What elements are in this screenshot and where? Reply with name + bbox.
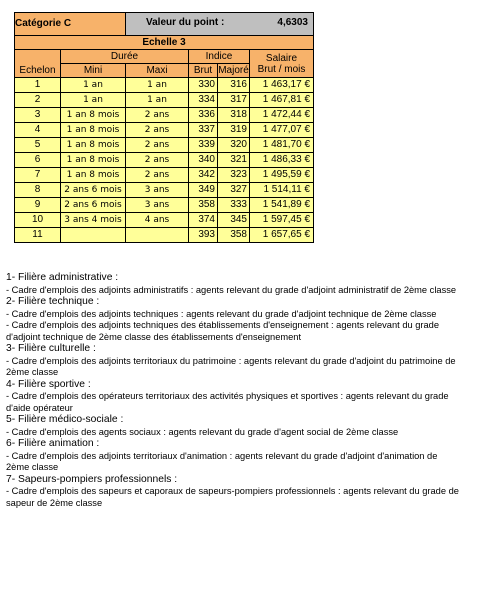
cell-duree-mini <box>61 228 126 243</box>
note-line: - Cadre d'emplois des opérateurs territoriaux des activités physiques et sportives : agents relevant du grade <box>6 391 449 401</box>
cell-echelon: 4 <box>15 123 61 138</box>
title-row <box>15 13 314 36</box>
category-title: Catégorie C <box>15 13 126 36</box>
cell-duree-mini: 1 an 8 mois <box>61 123 126 138</box>
cell-duree-mini: 1 an <box>61 78 126 93</box>
cell-duree-mini: 2 ans 6 mois <box>61 198 126 213</box>
cell-duree-maxi: 1 an <box>126 93 189 108</box>
cell-indice-brut: 358 <box>189 198 218 213</box>
cell-duree-mini: 1 an 8 mois <box>61 108 126 123</box>
cell-echelon: 3 <box>15 108 61 123</box>
scale-row <box>15 36 314 50</box>
cell-duree-maxi: 2 ans <box>126 108 189 123</box>
cell-duree-mini: 1 an 8 mois <box>61 138 126 153</box>
cell-echelon: 9 <box>15 198 61 213</box>
cell-duree-mini: 1 an <box>61 93 126 108</box>
note-line: 2ème classe <box>6 367 59 377</box>
cell-salaire: 1 463,17 € <box>250 78 314 93</box>
note-heading: 4- Filière sportive : <box>6 378 91 390</box>
cell-duree-maxi <box>126 228 189 243</box>
cell-indice-majore: 345 <box>218 213 250 228</box>
cell-duree-maxi: 1 an <box>126 78 189 93</box>
cell-echelon: 7 <box>15 168 61 183</box>
cell-salaire: 1 541,89 € <box>250 198 314 213</box>
cell-echelon: 6 <box>15 153 61 168</box>
table-row <box>15 198 314 213</box>
header-salaire-line2: Brut / mois <box>257 63 306 75</box>
table-row <box>15 153 314 168</box>
cell-duree-maxi: 3 ans <box>126 198 189 213</box>
cell-salaire: 1 481,70 € <box>250 138 314 153</box>
note-line: d'aide opérateur <box>6 402 73 413</box>
cell-salaire: 1 657,65 € <box>250 228 314 243</box>
cell-indice-majore: 320 <box>218 138 250 153</box>
table-row <box>15 93 314 108</box>
table-row <box>15 213 314 228</box>
note-heading: 7- Sapeurs-pompiers professionnels : <box>6 473 178 485</box>
cell-duree-mini: 1 an 8 mois <box>61 168 126 183</box>
cell-indice-majore: 316 <box>218 78 250 93</box>
salary-grid-table <box>14 12 314 243</box>
cell-indice-majore: 323 <box>218 168 250 183</box>
cell-indice-majore: 321 <box>218 153 250 168</box>
header-echelon: Echelon <box>15 50 61 78</box>
cell-salaire: 1 477,07 € <box>250 123 314 138</box>
table-row <box>15 183 314 198</box>
cell-indice-brut: 374 <box>189 213 218 228</box>
cell-duree-mini: 2 ans 6 mois <box>61 183 126 198</box>
cell-indice-majore: 333 <box>218 198 250 213</box>
table-row <box>15 168 314 183</box>
cell-indice-brut: 349 <box>189 183 218 198</box>
cell-indice-brut: 330 <box>189 78 218 93</box>
header-maxi: Maxi <box>126 64 189 78</box>
cell-salaire: 1 472,44 € <box>250 108 314 123</box>
table-row <box>15 138 314 153</box>
note-heading: 5- Filière médico-sociale : <box>6 414 124 425</box>
cell-indice-majore: 327 <box>218 183 250 198</box>
note-line: - Cadre d'emplois des sapeurs et caporaux de sapeurs-pompiers professionnels : agents relevant du grade de <box>6 486 459 496</box>
cell-salaire: 1 486,33 € <box>250 153 314 168</box>
table-row <box>15 78 314 93</box>
cell-duree-maxi: 2 ans <box>126 138 189 153</box>
grid-body <box>15 78 314 243</box>
point-label: Valeur du point : <box>146 17 225 28</box>
cell-echelon: 10 <box>15 213 61 228</box>
cell-indice-brut: 342 <box>189 168 218 183</box>
note-line: sapeur de 2ème classe <box>6 497 103 508</box>
cell-echelon: 11 <box>15 228 61 243</box>
table-row <box>15 108 314 123</box>
header-row-1 <box>15 50 314 64</box>
cell-indice-majore: 317 <box>218 93 250 108</box>
cell-duree-maxi: 2 ans <box>126 123 189 138</box>
note-heading: 2- Filière technique : <box>6 296 100 307</box>
table-row <box>15 228 314 243</box>
cell-indice-brut: 336 <box>189 108 218 123</box>
cell-duree-maxi: 4 ans <box>126 213 189 228</box>
note-line: 2ème classe <box>6 462 59 472</box>
cell-indice-majore: 358 <box>218 228 250 243</box>
scale-label: Echelle 3 <box>15 36 314 50</box>
cell-salaire: 1 467,81 € <box>250 93 314 108</box>
cell-duree-mini: 1 an 8 mois <box>61 153 126 168</box>
cell-duree-maxi: 2 ans <box>126 153 189 168</box>
cell-salaire: 1 514,11 € <box>250 183 314 198</box>
cell-duree-maxi: 2 ans <box>126 168 189 183</box>
header-duree: Durée <box>61 50 189 64</box>
cell-echelon: 1 <box>15 78 61 93</box>
cell-echelon: 5 <box>15 138 61 153</box>
notes-section <box>6 272 492 509</box>
header-mini: Mini <box>61 64 126 78</box>
note-line: d'adjoint technique de 2ème classe des établissements d'enseignement <box>6 331 302 342</box>
header-indice: Indice <box>189 50 250 64</box>
note-line: - Cadre d'emplois des adjoints techniques : agents relevant du grade d'adjoint technique de 2ème classe <box>6 308 437 319</box>
note-line: - Cadre d'emplois des adjoints territoriaux d'animation : agents relevant du grade d'adjoint d'animation de <box>6 450 438 461</box>
note-line: - Cadre d'emplois des adjoints administratifs : agents relevant du grade d'adjoint administratif de 2ème classe <box>6 284 457 295</box>
header-brut: Brut <box>189 64 218 78</box>
header-majore: Majoré <box>218 64 249 76</box>
note-heading: 3- Filière culturelle : <box>6 343 96 354</box>
note-line: - Cadre d'emplois des agents sociaux : agents relevant du grade d'agent social de 2ème classe <box>6 426 399 437</box>
cell-indice-majore: 319 <box>218 123 250 138</box>
cell-indice-brut: 337 <box>189 123 218 138</box>
header-salaire <box>250 50 314 78</box>
cell-duree-mini: 3 ans 4 mois <box>61 213 126 228</box>
cell-salaire: 1 495,59 € <box>250 168 314 183</box>
cell-duree-maxi: 3 ans <box>126 183 189 198</box>
note-line: - Cadre d'emplois des adjoints techniques des établissements d'enseignement : agents relevant du grade <box>6 320 440 330</box>
table-row <box>15 123 314 138</box>
note-heading: 1- Filière administrative : <box>6 272 119 283</box>
cell-echelon: 8 <box>15 183 61 198</box>
note-line: - Cadre d'emplois des adjoints territoriaux du patrimoine : agents relevant du grade d'adjoint du patrimoine de <box>6 355 456 366</box>
cell-echelon: 2 <box>15 93 61 108</box>
header-salaire-line1: Salaire <box>265 52 298 64</box>
cell-indice-brut: 393 <box>189 228 218 243</box>
cell-indice-majore: 318 <box>218 108 250 123</box>
point-value: 4,6303 <box>277 17 308 28</box>
cell-indice-brut: 340 <box>189 153 218 168</box>
point-value-cell <box>126 13 314 36</box>
cell-salaire: 1 597,45 € <box>250 213 314 228</box>
note-heading: 6- Filière animation : <box>6 438 100 449</box>
cell-indice-brut: 339 <box>189 138 218 153</box>
cell-indice-brut: 334 <box>189 93 218 108</box>
